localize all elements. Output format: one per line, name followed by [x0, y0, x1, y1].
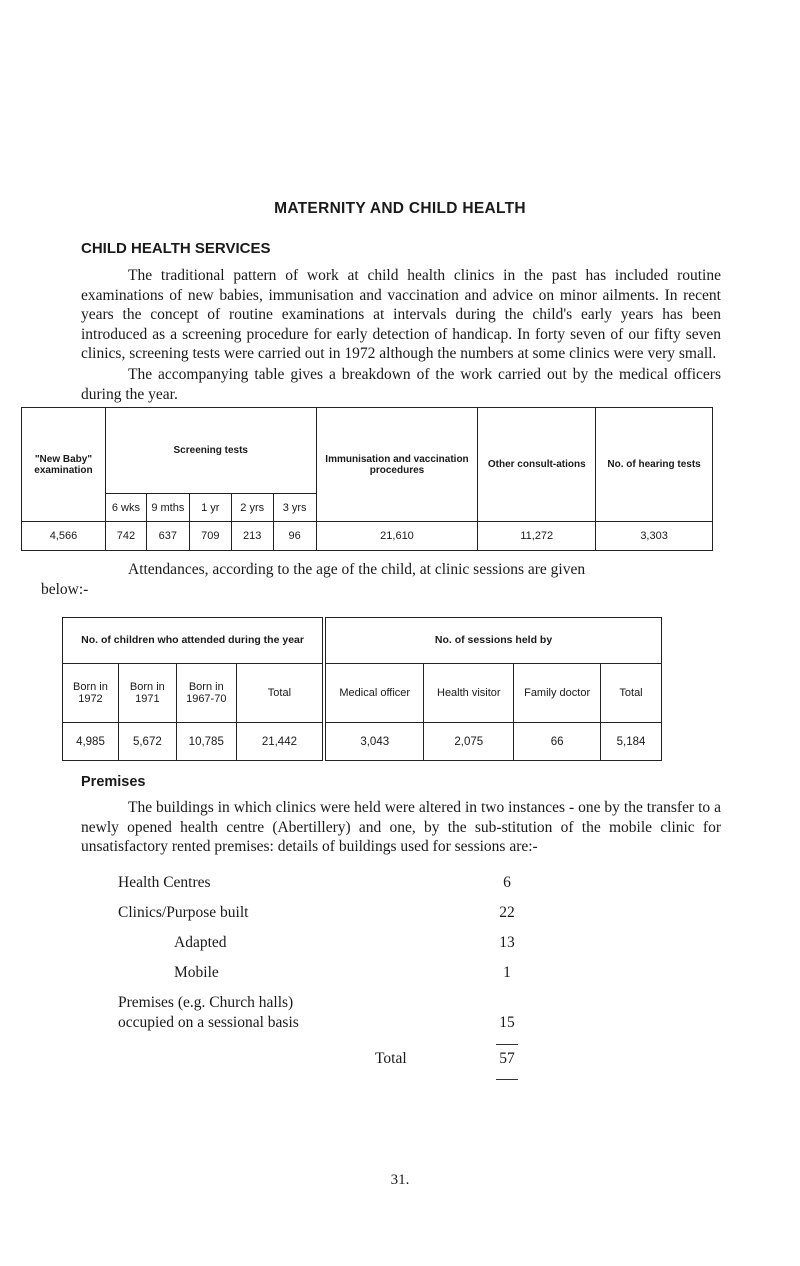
sub-header: Born in 1972 [63, 664, 119, 723]
table-cell: 3,043 [324, 723, 424, 761]
paragraph-3: Attendances, according to the age of the child, at clinic sessions are given [128, 561, 586, 578]
table-cell: 21,442 [236, 723, 324, 761]
sub-header: Medical officer [324, 664, 424, 723]
page-title: MATERNITY AND CHILD HEALTH [274, 200, 526, 217]
premises-paragraph: The buildings in which clinics were held were altered in two instances - one by the transfer to a newly opened health centre (Abertillery) and one, by the sub-stitution of the mobile clinic for unsatisfactory rented premises: details of buildings used for sessions are:- [81, 799, 721, 856]
header-immunisation: Immunisation and vaccination procedures [316, 408, 478, 522]
header-other: Other consult-ations [478, 408, 596, 522]
screening-sub-header: 9 mths [146, 494, 189, 522]
screening-sub-header: 6 wks [105, 494, 146, 522]
paragraph-1: The traditional pattern of work at child health clinics in the past has included routine examinations of new babies, immunisation and vaccination and advice on minor ailments. In recent years the concept of routine examinations at intervals during the child's early years has been introduced as a screening procedure for early detection of handicap. In forty seven of our fifty seven clinics, screening tests were carried out in 1972 although the numbers at some clinics were very small. [81, 267, 721, 363]
screening-sub-header: 3 yrs [273, 494, 316, 522]
premises-value: 22 [499, 904, 515, 921]
table-cell: 5,672 [118, 723, 176, 761]
sub-header: Total [601, 664, 662, 723]
table-cell: 4,985 [63, 723, 119, 761]
premises-label: Adapted [174, 934, 227, 951]
premises-value: 15 [499, 1014, 515, 1031]
work-breakdown-table [21, 407, 713, 551]
header-hearing: No. of hearing tests [596, 408, 713, 522]
premises-label: Mobile [174, 964, 219, 981]
table-cell: 96 [273, 522, 316, 551]
header-sessions-held: No. of sessions held by [324, 618, 661, 664]
premises-text [81, 798, 721, 857]
premises-total-label: Total [375, 1050, 407, 1067]
premises-value: 1 [503, 964, 511, 981]
premises-value: 6 [503, 874, 511, 891]
header-new-baby: "New Baby" examination [22, 408, 106, 522]
paragraph-2: The accompanying table gives a breakdown of the work carried out by the medical officers during the year. [81, 365, 721, 403]
premises-label-cont: occupied on a sessional basis [118, 1014, 299, 1031]
table-cell: 11,272 [478, 522, 596, 551]
table-cell: 3,303 [596, 522, 713, 551]
sub-header: Family doctor [514, 664, 601, 723]
premises-label: Health Centres [118, 874, 211, 891]
table-cell: 742 [105, 522, 146, 551]
page-number: 31. [390, 1172, 410, 1188]
sub-header: Health visitor [424, 664, 514, 723]
section-heading: CHILD HEALTH SERVICES [81, 240, 271, 257]
sub-header: Born in 1967-70 [176, 664, 236, 723]
table-cell: 637 [146, 522, 189, 551]
sub-header: Born in 1971 [118, 664, 176, 723]
table-cell: 709 [189, 522, 231, 551]
header-screening: Screening tests [105, 408, 316, 494]
table-cell: 2,075 [424, 723, 514, 761]
attendance-table [62, 617, 662, 761]
sum-rule [496, 1044, 518, 1045]
paragraph-3-cont: below:- [41, 580, 89, 598]
header-children-attended: No. of children who attended during the year [63, 618, 325, 664]
sub-header: Total [236, 664, 324, 723]
premises-value: 13 [499, 934, 515, 951]
table-cell: 5,184 [601, 723, 662, 761]
intro-text [81, 266, 721, 404]
table-cell: 21,610 [316, 522, 478, 551]
table-cell: 66 [514, 723, 601, 761]
attendances-text [41, 560, 721, 599]
premises-label: Premises (e.g. Church halls) [118, 994, 294, 1011]
premises-total-value: 57 [499, 1050, 515, 1067]
table-cell: 10,785 [176, 723, 236, 761]
screening-sub-header: 1 yr [189, 494, 231, 522]
total-rule [496, 1079, 518, 1080]
screening-sub-header: 2 yrs [231, 494, 273, 522]
table-cell: 4,566 [22, 522, 106, 551]
premises-label: Clinics/Purpose built [118, 904, 249, 921]
table-cell: 213 [231, 522, 273, 551]
premises-heading: Premises [81, 774, 146, 790]
